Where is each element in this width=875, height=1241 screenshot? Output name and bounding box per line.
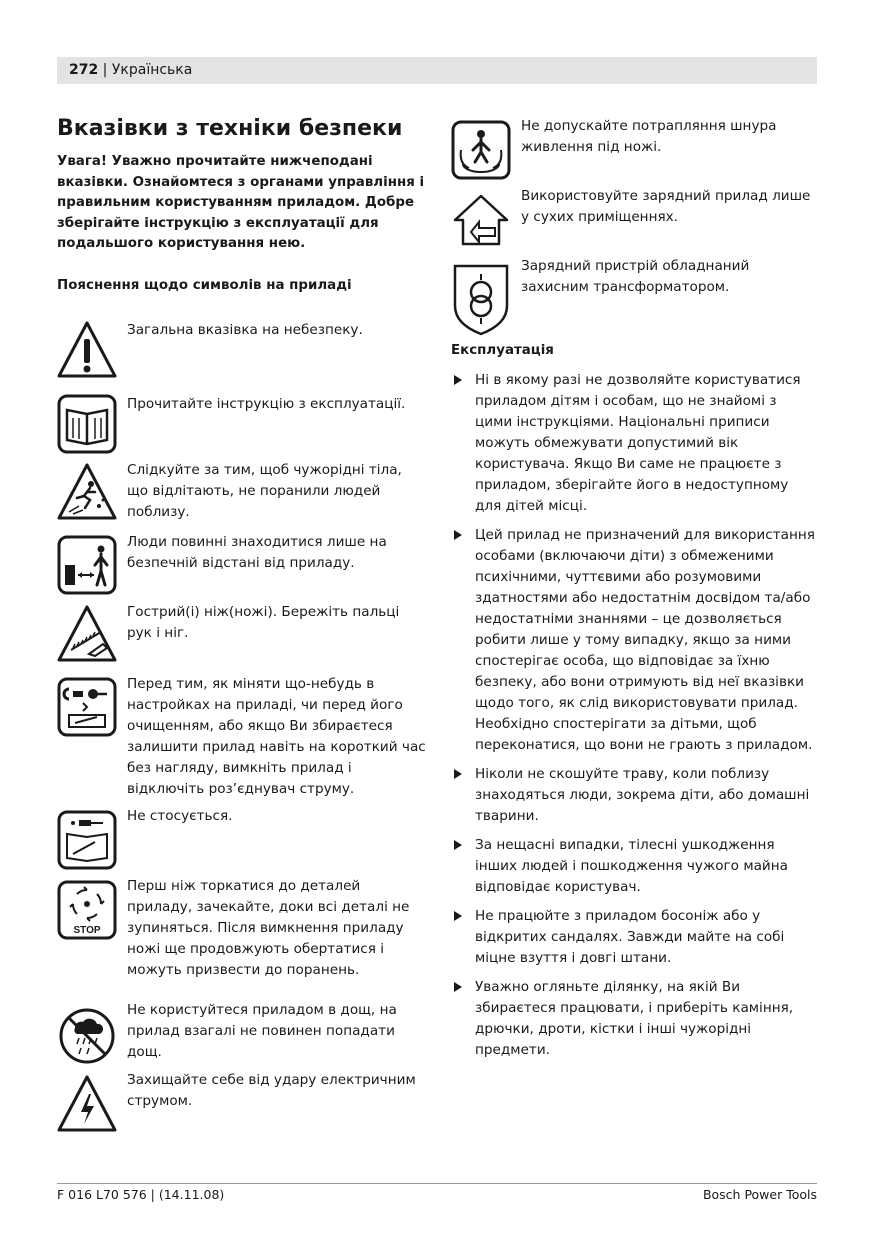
safe-distance-icon (57, 535, 117, 595)
header-separator: | (98, 62, 112, 78)
page-number: 272 (69, 62, 99, 78)
symbol-text: Не користуйтеся приладом в дощ, на прилад взагалі не повинен попадати дощ. (127, 1002, 397, 1060)
bullet-item: Не працюйте з приладом босоніж або у відкритих сандалях. Завжди майте на собі міцне взуття і довгі штани. (451, 906, 817, 969)
general-hazard-icon (57, 320, 117, 380)
cord-blade-icon (451, 120, 511, 180)
page-title: Вказівки з техніки безпеки (57, 116, 403, 141)
bullet-arrow-icon (454, 982, 462, 992)
footer-doc-id: F 016 L70 576 | (14.11.08) (57, 1187, 225, 1202)
no-rain-icon (57, 1006, 117, 1066)
bullet-arrow-icon (454, 769, 462, 779)
symbol-text: Люди повинні знаходитися лише на безпечній відстані від приладу. (127, 534, 387, 571)
stop-label: STOP (73, 925, 101, 936)
not-applicable-icon (57, 810, 117, 870)
electric-shock-icon (57, 1074, 117, 1134)
operation-section (451, 342, 817, 1069)
sharp-blades-icon (57, 604, 117, 664)
footer-divider (57, 1183, 817, 1184)
safety-warning: Увага! Уважно прочитайте нижчеподані вказівки. Ознайомтеся з органами управління і правильним користуванням приладом. Добре зберігайте інструкцію з експлуатації для подальшого користування нею. (57, 154, 425, 252)
symbol-text: Перед тим, як міняти що-небудь в настройках на приладі, чи перед його очищенням, або якщо Ви збираєтеся залишити прилад навіть на короткий час без нагляду, вимкніть прилад і відключіть роз’єднувач струму. (127, 676, 426, 797)
bullet-arrow-icon (454, 530, 462, 540)
symbol-text: Прочитайте інструкцію з експлуатації. (127, 396, 406, 412)
bullet-item: Ні в якому разі не дозволяйте користуватися приладом дітям і особам, що не знайомі з цими інструкціями. Національні приписи можуть обмежувати допустимий вік користувача. Якщо Ви саме не працюєте з приладом, зберігайте його в недоступному для дітей місці. (451, 370, 817, 517)
symbol-text: Не стосується. (127, 808, 233, 824)
symbol-text: Використовуйте зарядний прилад лише у сухих приміщеннях. (521, 188, 811, 225)
operation-heading: Експлуатація (451, 343, 554, 358)
symbol-text: Захищайте себе від удару електричним струмом. (127, 1072, 416, 1109)
symbol-text: Загальна вказівка на небезпеку. (127, 322, 363, 338)
symbol-text: Слідкуйте за тим, щоб чужорідні тіла, що відлітають, не поранили людей поблизу. (127, 462, 402, 520)
bullet-arrow-icon (454, 911, 462, 921)
header-language: Українська (111, 62, 193, 78)
bullet-item: Цей прилад не призначений для використання особами (включаючи діти) з обмеженими психічними, чуттєвими або розумовими здатностями або недостатнім досвідом та/або недостатніми знаннями – це дозволяється робити лише у тому випадку, якщо за ними спостерігає особа, що відповідає за їхню безпеку, або вони отримують від неї вказівки щодо того, як слід використовувати прилад. Необхідно спостерігати за дітьми, щоб переконатися, що вони не грають з приладом. (451, 525, 817, 756)
bullet-item: Ніколи не скошуйте траву, коли поблизу знаходяться люди, зокрема діти, або домашні тварини. (451, 764, 817, 827)
indoor-charger-icon (451, 190, 511, 250)
bullet-item: Уважно огляньте ділянку, на якій Ви збираєтеся працювати, і приберіть каміння, дрючки, дроти, кістки і інші чужорідні предмети. (451, 977, 817, 1061)
bullet-item: За нещасні випадки, тілесні ушкодження інших людей і пошкодження чужого майна відповідає користувач. (451, 835, 817, 898)
symbol-text: Не допускайте потрапляння шнура живлення під ножі. (521, 118, 777, 155)
read-manual-icon (57, 394, 117, 454)
page-header (69, 61, 192, 79)
safety-transformer-icon (451, 262, 511, 338)
thrown-objects-icon (57, 462, 117, 522)
left-column (57, 116, 427, 1109)
bullet-arrow-icon (454, 375, 462, 385)
symbol-text: Перш ніж торкатися до деталей приладу, зачекайте, доки всі деталі не зупиняться. Після вимкнення приладу ножі ще продовжують обертатися і можуть призвести до поранень. (127, 878, 410, 978)
symbol-text: Зарядний пристрій обладнаний захисним трансформатором. (521, 258, 750, 295)
symbols-heading: Пояснення щодо символів на приладі (57, 277, 352, 293)
bullet-arrow-icon (454, 840, 462, 850)
disconnect-plug-icon (57, 677, 117, 737)
footer-brand: Bosch Power Tools (702, 1187, 817, 1202)
symbol-text: Гострий(і) ніж(ножі). Бережіть пальці рук і ніг. (127, 604, 400, 641)
stop-parts-icon (57, 880, 117, 940)
